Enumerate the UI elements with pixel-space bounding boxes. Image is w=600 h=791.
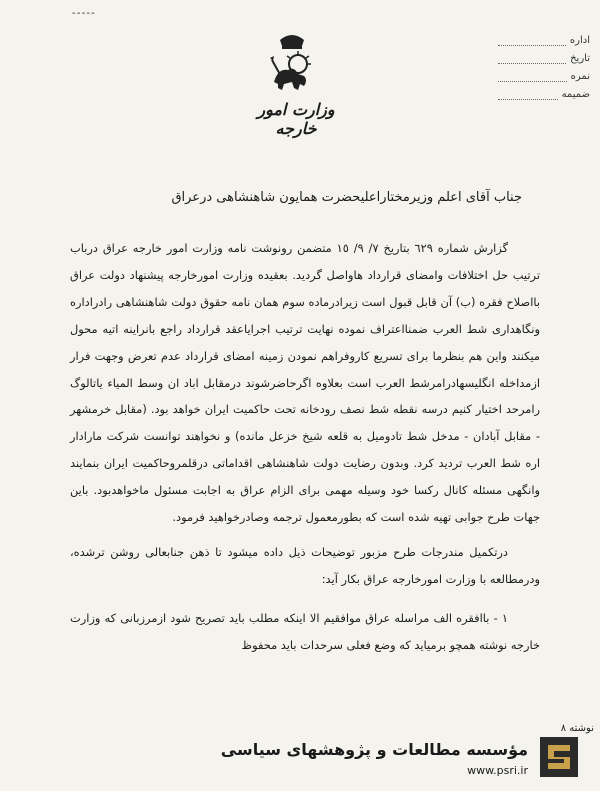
meta-line [498, 91, 558, 100]
text-line: درتکمیل مندرجات طرح مزبور توضیحات ذیل داده میشود تا ذهن [189, 544, 508, 559]
meta-field-number [498, 64, 590, 82]
notebook-label: نوشته ٨ [560, 723, 594, 734]
text-line: قبول است زیرادرماده سوم همان نامه حقوق دولت شاهنشاهی رادراداره [70, 294, 413, 309]
institute-name: مؤسسه مطالعات و پژوهشهای سیاسی [220, 740, 528, 759]
institute-url[interactable]: www.psri.ir [467, 764, 528, 777]
text-line: است بعلاوه اگرحاضرشوند درمقابل اباد ان وسط المیاء یاتالوگ رامرحد اختیار [70, 375, 540, 417]
salutation: جناب آقای اعلم وزیرمختاراعلیحضرت همایون شاهنشاهی درعراق [171, 190, 522, 205]
lion-and-sun-emblem [264, 30, 320, 96]
text-line: جنابعالی روشن ترشده، ودرمطالعه با وزارت امورخارجه عراق بکار آید: [70, 544, 540, 586]
text-line: ونگاهداری شط العرب ضمنااعتراف نموده نهایت ترتیب اجرایاعقد قرارداد راجع [160, 321, 541, 336]
text-line: شاهنشاهی اقداماتی درقلمروحاکمیت ایران بنمایند وانگهی مسئله کانال رکسا [70, 456, 540, 498]
text-line: بانراینه اتیه محول میکنند واین هم بنظرما برای تسریع کاروفراهم نمودن زمینه [70, 321, 540, 363]
text-line: گزارش شماره ٦٢٩ بتاریخ ٧/ ٩/ ١٥ متضمن رونوشت نامه وزارت امور [166, 241, 508, 255]
institute-logo-icon [540, 737, 578, 777]
paragraph-gap [70, 531, 540, 539]
meta-line [498, 55, 566, 64]
text-line: ١ - باافقره الف مراسله عراق موافقیم الا اینکه مطلب باید تصریح شود ازمرزبانی که [104, 610, 508, 625]
text-line: خود وسیله مهمی برای الزام عراق به اجابت مسئول ماخواهدبود. باین جهات [70, 483, 540, 525]
text-line: نخواهند توانست شرکت مارادار اره شط العرب تردید کرد. وبدون رضایت دولت [70, 429, 541, 471]
meta-field-date [498, 46, 590, 64]
dash-mark: - - - - - [72, 8, 94, 19]
paragraph-2 [70, 539, 540, 593]
ministry-name: وزارت امور خارجه [257, 100, 335, 138]
text-line: امضای قرارداد عدم تعرض وجهت فرار ازمداخله انگلیسهادرامرشط العرب [70, 348, 540, 390]
paragraph-gap [70, 593, 540, 605]
meta-fields [498, 28, 590, 100]
text-line: کنیم درسه نقطه شط نصف رودخانه تحت حاکمیت ایران خواهد بود. (مقابل [115, 402, 472, 417]
text-line: خارجه عراق درباب ترتیب حل اختلافات وامضای قرارداد هاواصل گردید. [70, 241, 540, 282]
letter-body [70, 235, 540, 659]
meta-field-office [498, 28, 590, 46]
meta-line [498, 73, 567, 82]
meta-line [498, 37, 566, 46]
text-line: وزارت خارجه نوشته همچو برمیاید که وضع فعلی سرحدات باید محفوظ [70, 610, 540, 652]
paragraph-3 [70, 605, 540, 659]
text-line: طرح جوابی تهیه شده است که بطورمعمول ترجمه وصادرخواهید فرمود. [172, 510, 510, 525]
meta-field-attachment [498, 82, 590, 100]
meta-label: ضمیمه [561, 89, 590, 100]
meta-label: نمره [570, 71, 590, 82]
meta-label: تاریخ [570, 53, 590, 64]
text-line: خرمشهر - مقابل آبادان - مدخل شط تادومیل به قلعه شیخ خزعل مانده) و [70, 402, 540, 444]
paragraph-1 [70, 235, 540, 531]
text-line: بعقیده وزارت امورخارجه پیشنهاد دولت عراق بااصلاح فقره (ب) آن قابل [70, 267, 540, 309]
meta-label: اداره [569, 35, 590, 46]
